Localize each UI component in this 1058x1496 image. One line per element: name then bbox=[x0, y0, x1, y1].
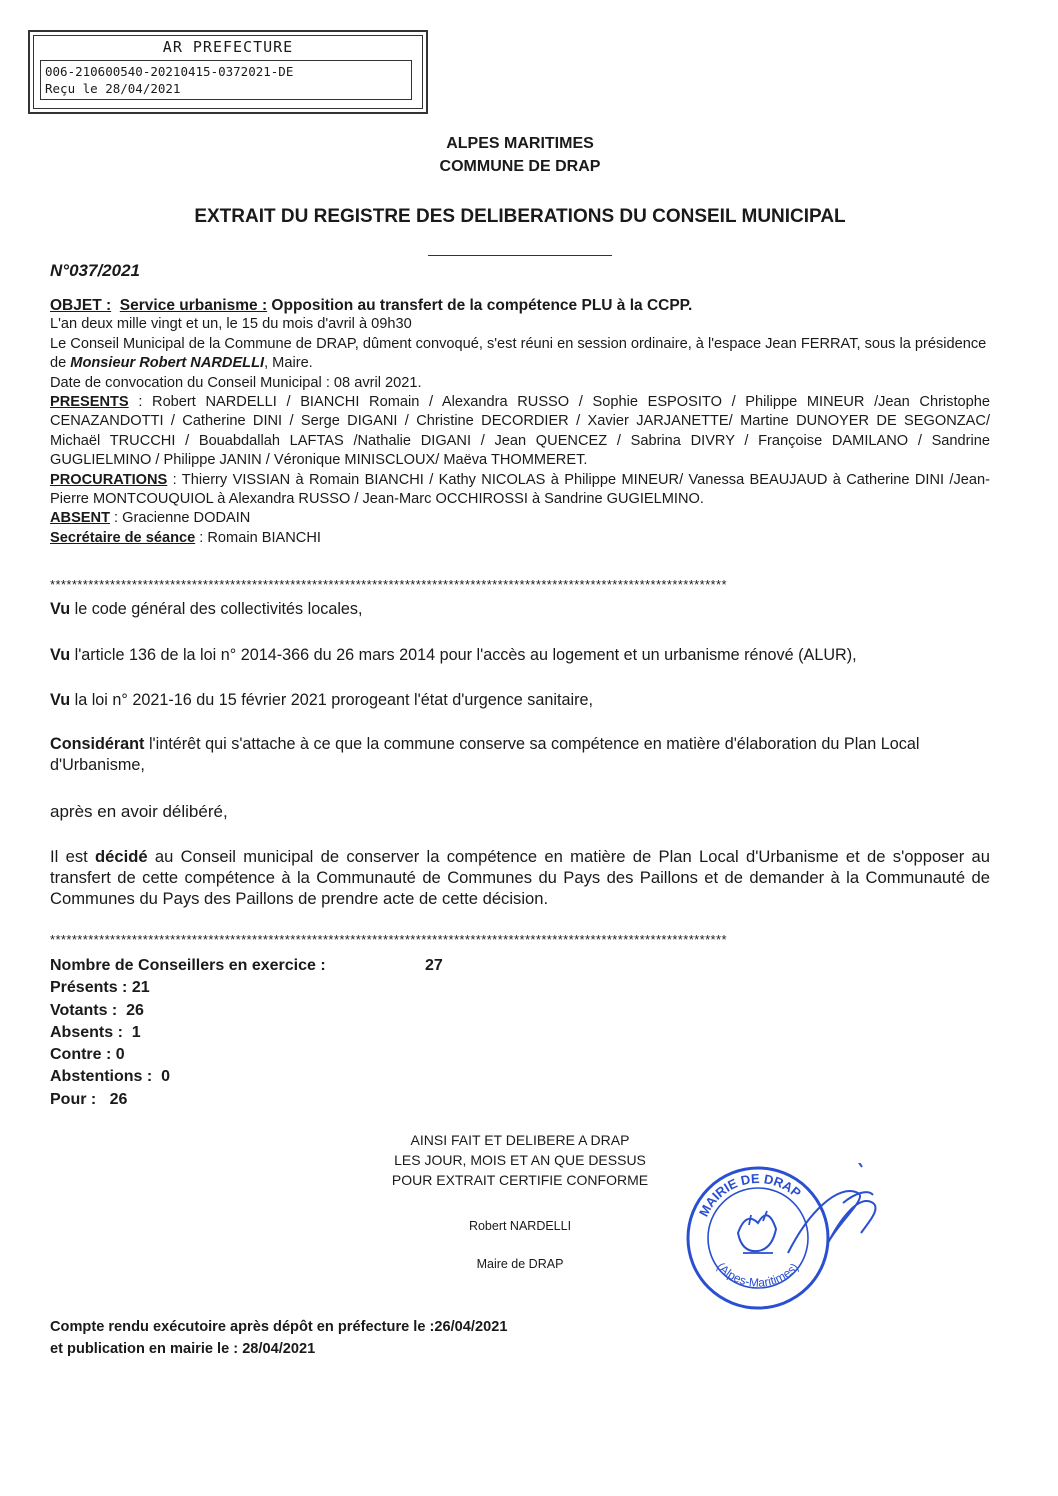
vu-code-text: le code général des collectivités locales, bbox=[70, 600, 363, 618]
decision-text: au Conseil municipal de conserver la compétence en matière de Plan Local d'Urbanisme et de s'opposer au transfert de cette compétence à la Communauté de Communes du Pays des Paillons et de demander à la Communauté de Communes du Pays des Paillons de prendre acte de cette décision. bbox=[50, 847, 990, 908]
seal-bottom-text: (Alpes-Maritimes) bbox=[714, 1259, 802, 1290]
department-heading: ALPES MARITIMES bbox=[446, 135, 594, 152]
stamp-title: AR PREFECTURE bbox=[162, 38, 294, 56]
absent-label: ABSENT bbox=[50, 510, 110, 527]
svg-text:(Alpes-Maritimes) bbox=[714, 1260, 801, 1290]
mayor-name: Robert NARDELLI bbox=[468, 1219, 572, 1233]
presents-list: : Robert NARDELLI / BIANCHI Romain / Alexandra RUSSO / Sophie ESPOSITO / Philippe MINEUR /Jean Christophe CENAZANDOTTI / Catherine DINI / Serge DIGANI / Christine DECORDIER / Xavier JARJANETTE/ Martine DUNOYER DE SEGONZAC/ Michaël TRUCCHI / Bouabdallah LAFTAS /Nathalie DIGANI / Jean QUENCEZ / Sabrina DIVRY / Françoise DAMILANO / Sandrine GUGLIELMINO / Philippe JANIN / Véronique MINISCLOUX/ Maëva THOMMERET. bbox=[50, 394, 990, 469]
session-convened: Le Conseil Municipal de la Commune de DRAP, dûment convoqué, s'est réuni en session ordinaire, à l'espace Jean FERRAT, sous la présidence de bbox=[50, 335, 987, 372]
vu-keyword: Vu bbox=[50, 600, 71, 618]
absents-count: 1 bbox=[131, 1023, 141, 1041]
secretary-label: Secrétaire de séance bbox=[50, 529, 196, 546]
proxies-paragraph bbox=[50, 471, 990, 510]
certification-line-1: AINSI FAIT ET DELIBERE A DRAP bbox=[410, 1132, 630, 1148]
stamp-reference-box bbox=[40, 60, 412, 100]
session-convened-end: , Maire. bbox=[264, 355, 313, 372]
proxies-list: : Thierry VISSIAN à Romain BIANCHI / Kathy NICOLAS à Philippe MINEUR/ Vanessa BEAUJAUD à Catherine DINI /Jean-Pierre MONTCOUQUIOL à Alexandra RUSSO / Jean-Marc OCCHIROSSI à Sandrine GUGIELMINO. bbox=[50, 471, 990, 508]
certification-block bbox=[370, 1130, 670, 1190]
abstentions-count: 0 bbox=[161, 1068, 171, 1086]
proxies-label: PROCURATIONS bbox=[50, 471, 168, 488]
presents-label: PRESENTS bbox=[50, 394, 129, 411]
vu-keyword: Vu bbox=[50, 646, 71, 664]
separator-stars-2: **************************************************************************************************************************** bbox=[50, 932, 727, 947]
document-title: EXTRAIT DU REGISTRE DES DELIBERATIONS DU CONSEIL MUNICIPAL bbox=[194, 206, 846, 227]
absent-line bbox=[50, 509, 990, 528]
objet-label: OBJET : bbox=[50, 297, 112, 314]
footer-line-2: et publication en mairie le : 28/04/2021 bbox=[50, 1341, 316, 1357]
voters-label: Votants : bbox=[50, 1001, 118, 1019]
mayor-title: Maire de DRAP bbox=[476, 1257, 564, 1271]
against-label: Contre : bbox=[50, 1046, 112, 1064]
presents-count: 21 bbox=[131, 979, 150, 997]
for-count: 26 bbox=[109, 1090, 128, 1108]
footer-line-1: Compte rendu exécutoire après dépôt en préfecture le :26/04/2021 bbox=[50, 1319, 508, 1335]
session-convocation-text bbox=[50, 335, 990, 374]
vu-alur bbox=[50, 645, 990, 666]
certification-line-2: LES JOUR, MOIS ET AN QUE DESSUS bbox=[394, 1152, 646, 1168]
vu-health-law bbox=[50, 690, 990, 711]
objet-line bbox=[50, 296, 990, 315]
certification-line-3: POUR EXTRAIT CERTIFIE CONFORME bbox=[391, 1172, 649, 1188]
decision-keyword: décidé bbox=[95, 847, 148, 866]
secretary-line bbox=[50, 529, 990, 548]
considering-keyword: Considérant bbox=[50, 735, 145, 753]
vu-health-law-text: la loi n° 2021-16 du 15 février 2021 prorogeant l'état d'urgence sanitaire, bbox=[70, 691, 593, 709]
stamp-received-date: Reçu le 28/04/2021 bbox=[45, 81, 181, 96]
commune-heading: COMMUNE DE DRAP bbox=[439, 158, 601, 175]
councillors-label: Nombre de Conseillers en exercice : bbox=[50, 957, 326, 974]
title-divider bbox=[428, 255, 612, 256]
session-date: L'an deux mille vingt et un, le 15 du mois d'avril à 09h30 bbox=[50, 316, 412, 333]
decision-intro: Il est bbox=[50, 847, 96, 866]
prefecture-stamp bbox=[28, 30, 428, 114]
absents-count-label: Absents : bbox=[50, 1023, 123, 1041]
secretary-name: : Romain BIANCHI bbox=[195, 529, 321, 546]
presents-count-label: Présents : bbox=[50, 979, 128, 997]
vu-code bbox=[50, 599, 990, 620]
vu-alur-text: l'article 136 de la loi n° 2014-366 du 26 mars 2014 pour l'accès au logement et un urbanisme rénové (ALUR), bbox=[70, 646, 857, 664]
absent-name: : Gracienne DODAIN bbox=[110, 510, 251, 527]
convocation-date: Date de convocation du Conseil Municipal : 08 avril 2021. bbox=[50, 374, 422, 391]
abstentions-label: Abstentions : bbox=[50, 1068, 153, 1086]
presents-paragraph bbox=[50, 393, 990, 471]
objet-subject: Opposition au transfert de la compétence PLU à la CCPP. bbox=[271, 297, 693, 314]
session-president: Monsieur Robert NARDELLI bbox=[70, 355, 265, 372]
svg-text:MAIRIE DE DRAP bbox=[696, 1171, 804, 1219]
deliberated-line: après en avoir délibéré, bbox=[50, 802, 228, 821]
mairie-seal-icon bbox=[683, 1163, 898, 1313]
decision-paragraph bbox=[50, 846, 990, 909]
against-count: 0 bbox=[115, 1046, 125, 1064]
session-details bbox=[50, 296, 990, 548]
considering-paragraph bbox=[50, 734, 990, 776]
for-label: Pour : bbox=[50, 1090, 97, 1108]
separator-stars: **************************************************************************************************************************** bbox=[50, 577, 727, 592]
considering-text: l'intérêt qui s'attache à ce que la commune conserve sa compétence en matière d'élaboration du Plan Local d'Urbanisme, bbox=[50, 735, 920, 774]
vote-counts bbox=[50, 955, 443, 1111]
footer-block bbox=[50, 1316, 507, 1360]
vu-keyword: Vu bbox=[50, 691, 71, 709]
objet-service: Service urbanisme : bbox=[119, 297, 268, 314]
councillors-value: 27 bbox=[425, 957, 443, 974]
voters-count: 26 bbox=[126, 1001, 144, 1019]
seal-top-text: MAIRIE DE DRAP bbox=[695, 1170, 804, 1220]
deliberation-number: N°037/2021 bbox=[50, 261, 140, 280]
stamp-reference: 006-210600540-20210415-0372021-DE bbox=[45, 64, 294, 79]
